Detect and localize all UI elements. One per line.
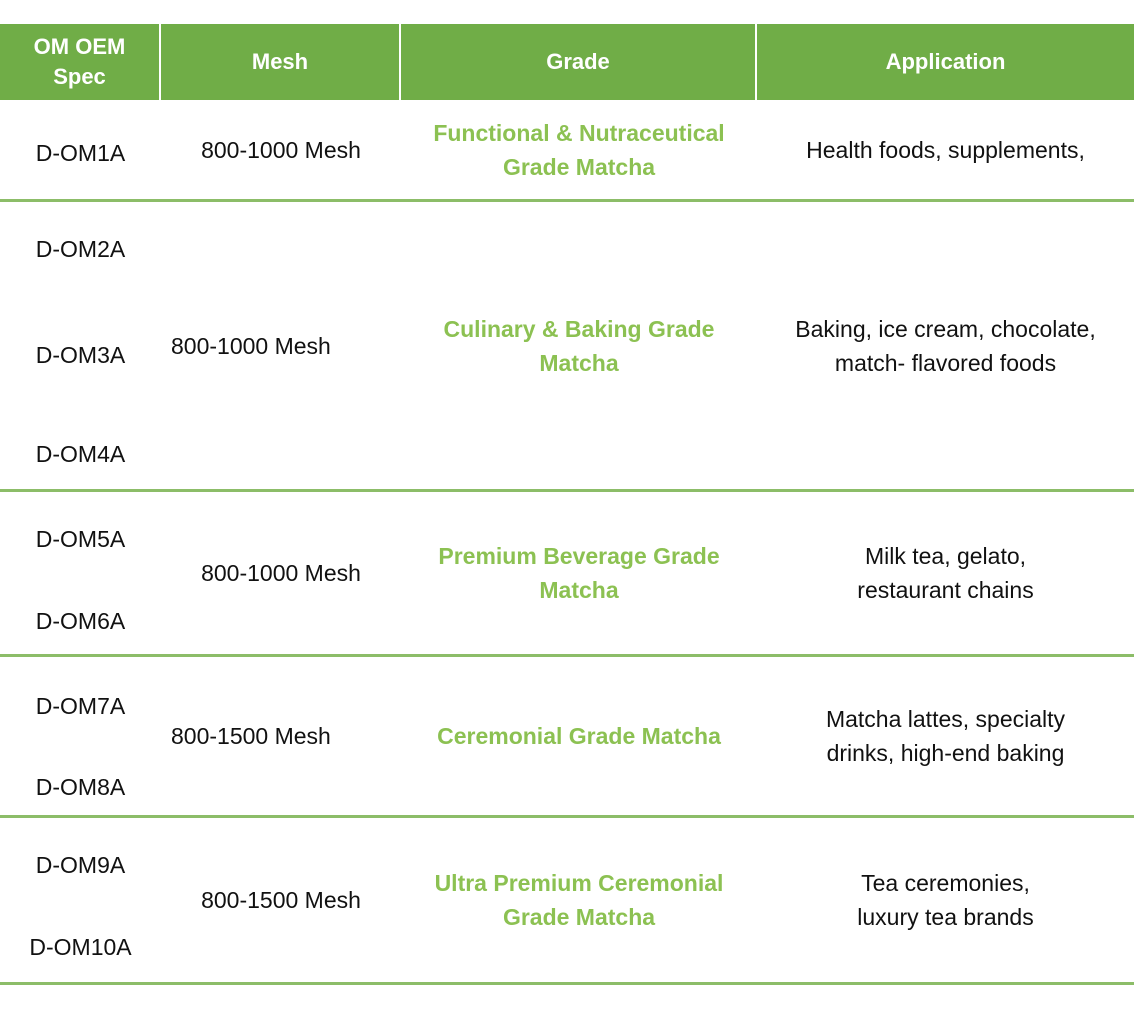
spec-code: D-OM9A — [35, 852, 126, 878]
grade-value: Ceremonial Grade Matcha — [437, 723, 721, 749]
application-value: Health foods, supplements, — [806, 136, 1085, 163]
grade-value: Culinary & Baking Grade Matcha — [443, 315, 715, 376]
spec-code: D-OM3A — [35, 342, 126, 368]
grade-value: Functional & Nutraceutical Grade Matcha — [433, 119, 725, 180]
spec-code: D-OM2A — [35, 236, 126, 262]
grade-cell — [401, 100, 757, 199]
spec-code: D-OM5A — [35, 526, 126, 552]
grade-cell — [401, 492, 757, 654]
header-spec — [0, 24, 161, 100]
spec-cell — [0, 492, 161, 654]
mesh-cell — [161, 202, 401, 489]
header-mesh — [161, 24, 401, 100]
table-row — [0, 818, 1134, 985]
mesh-value: 800-1500 Mesh — [201, 887, 361, 913]
grade-cell — [401, 202, 757, 489]
application-value: Baking, ice cream, chocolate, match- flavored foods — [795, 315, 1096, 376]
application-value: Milk tea, gelato, restaurant chains — [857, 543, 1034, 603]
grade-cell — [401, 818, 757, 982]
spec-cell — [0, 818, 161, 982]
matcha-spec-table — [0, 24, 1134, 985]
spec-code: D-OM8A — [35, 774, 126, 800]
spec-cell — [0, 202, 161, 489]
table-header — [0, 24, 1134, 100]
application-value: Tea ceremonies, luxury tea brands — [857, 870, 1034, 930]
spec-code: D-OM7A — [35, 693, 126, 719]
mesh-cell — [161, 100, 401, 199]
mesh-value: 800-1000 Mesh — [201, 560, 361, 586]
spec-cell — [0, 100, 161, 199]
mesh-cell — [161, 818, 401, 982]
table-row — [0, 657, 1134, 818]
spec-code: D-OM1A — [35, 140, 126, 166]
application-cell — [757, 657, 1134, 815]
header-application — [757, 24, 1134, 100]
header-spec-label: OM OEM Spec — [33, 34, 126, 89]
mesh-value: 800-1000 Mesh — [201, 136, 361, 163]
header-grade-label: Grade — [546, 49, 610, 74]
header-grade — [401, 24, 757, 100]
mesh-value: 800-1000 Mesh — [171, 332, 331, 359]
application-cell — [757, 202, 1134, 489]
mesh-cell — [161, 657, 401, 815]
mesh-value: 800-1500 Mesh — [171, 723, 331, 749]
application-value: Matcha lattes, specialty drinks, high-end baking — [825, 706, 1066, 766]
mesh-cell — [161, 492, 401, 654]
application-cell — [757, 100, 1134, 199]
spec-code: D-OM10A — [29, 934, 132, 960]
table-row — [0, 202, 1134, 492]
spec-cell — [0, 657, 161, 815]
header-mesh-label: Mesh — [251, 49, 309, 74]
header-application-label: Application — [885, 49, 1006, 74]
spec-code: D-OM6A — [35, 608, 126, 634]
table-row — [0, 492, 1134, 657]
grade-value: Ultra Premium Ceremonial Grade Matcha — [434, 870, 724, 930]
grade-cell — [401, 657, 757, 815]
spec-code: D-OM4A — [35, 441, 126, 467]
table-row — [0, 100, 1134, 202]
application-cell — [757, 818, 1134, 982]
application-cell — [757, 492, 1134, 654]
grade-value: Premium Beverage Grade Matcha — [438, 543, 720, 603]
